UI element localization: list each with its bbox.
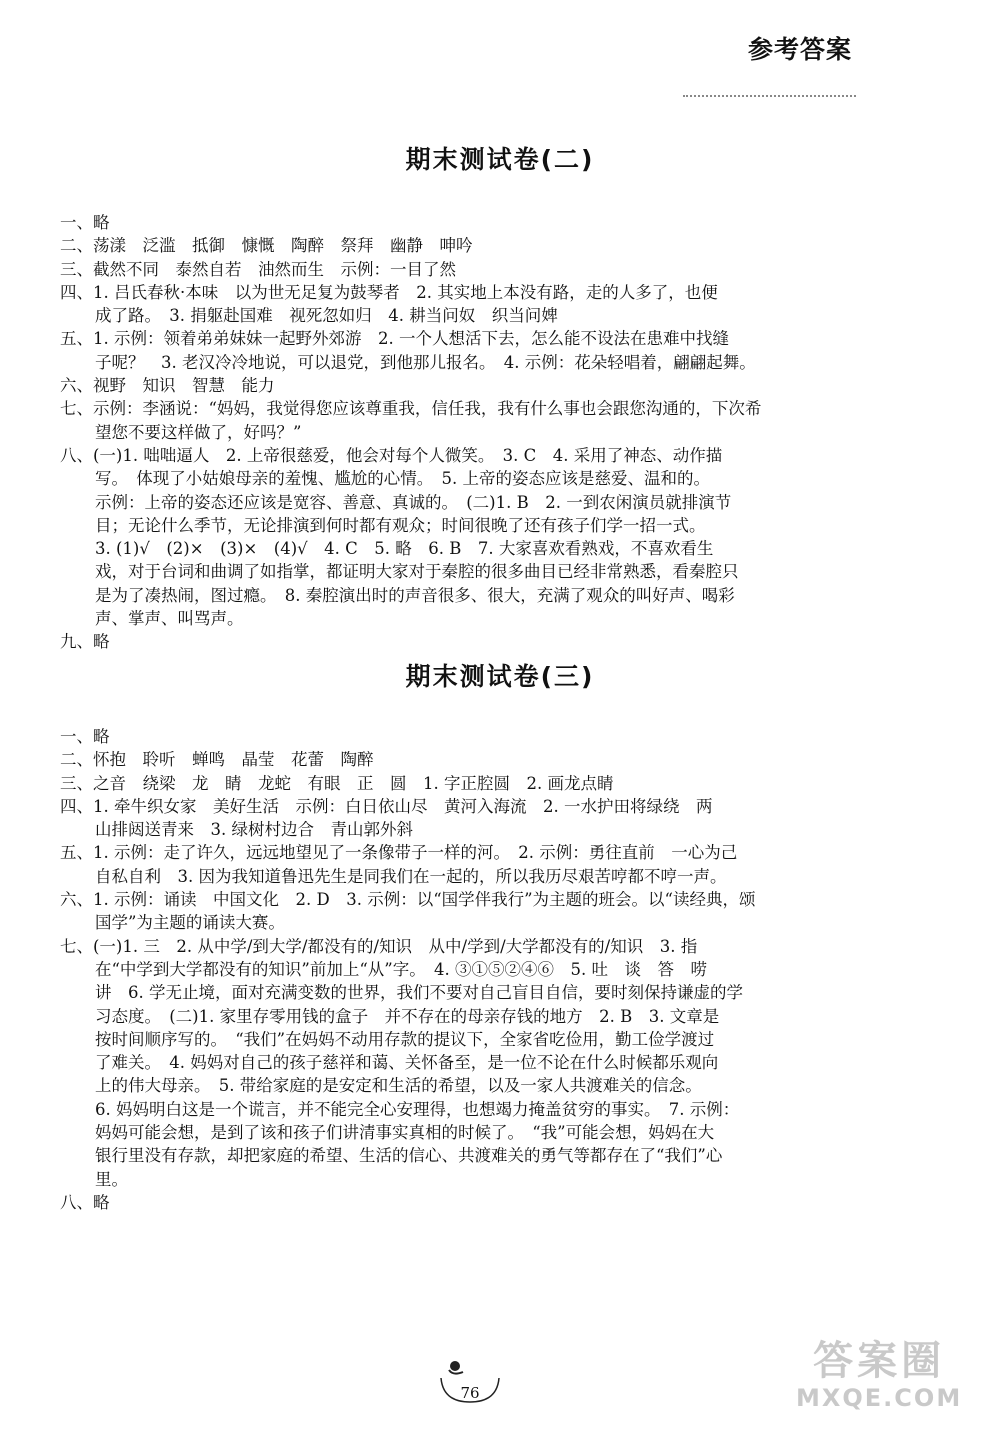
answers-block-3	[60, 725, 940, 1214]
answer-line: 3. (1)√ (2)× (3)× (4)√ 4. C 5. 略 6. B 7. 大家喜欢看熟戏，不喜欢看生	[95, 539, 714, 559]
answer-line: 上的伟大母亲。 5. 带给家庭的是安定和生活的希望，以及一家人共渡难关的信念。	[95, 1076, 702, 1096]
answer-line: 四、1. 吕氏春秋·本味 以为世无足复为鼓琴者 2. 其实地上本没有路，走的人多了，也便	[60, 282, 718, 302]
answer-line: 二、怀抱 聆听 蝉鸣 晶莹 花蕾 陶醉	[60, 750, 374, 770]
answer-line: 在“中学到大学都没有的知识”前加上“从”字。 4. ③①⑤②④⑥ 5. 吐 谈 答 唠	[95, 959, 707, 979]
answer-line: 六、视野 知识 智慧 能力	[60, 376, 275, 396]
answer-line: 四、1. 牵牛织女家 美好生活 示例：白日依山尽 黄河入海流 2. 一水护田将绿绕 两	[60, 796, 713, 816]
answer-line: 按时间顺序写的。 “我们”在妈妈不动用存款的提议下，全家省吃俭用，勤工俭学渡过	[95, 1029, 715, 1049]
answer-line: 八、(一)1. 咄咄逼人 2. 上帝很慈爱，他会对每个人微笑。 3. C 4. 采用了神态、动作描	[60, 445, 723, 465]
answer-line: 戏，对于台词和曲调了如指掌，都证明大家对于秦腔的很多曲目已经非常熟悉，看秦腔只	[95, 562, 739, 582]
answer-line: 一、略	[60, 727, 110, 746]
answer-line: 二、荡漾 泛滥 抵御 慷慨 陶醉 祭拜 幽静 呻吟	[60, 236, 473, 256]
answer-line: 三、截然不同 泰然自若 油然而生 示例：一目了然	[60, 259, 456, 279]
answer-line: 妈妈可能会想，是到了该和孩子们讲清事实真相的时候了。 “我”可能会想，妈妈在大	[95, 1123, 715, 1143]
answer-line: 五、1. 示例：领着弟弟妹妹一起野外郊游 2. 一个人想活下去，怎么能不设法在患难中找缝	[60, 329, 729, 349]
watermark-bottom: MXQE.COM	[796, 1384, 963, 1412]
answer-line: 成了路。 3. 捐躯赴国难 视死忽如归 4. 耕当问奴 织当问婢	[95, 306, 558, 326]
section-title-3: 期末测试卷(三)	[405, 662, 595, 691]
answer-line: 国学”为主题的诵读大赛。	[95, 913, 285, 933]
answer-line: 五、1. 示例：走了许久，远远地望见了一条像带子一样的河。 2. 示例：勇往直前 一心为己	[60, 843, 738, 863]
answer-line: 七、(一)1. 三 2. 从中学/到大学/都没有的/知识 从中/学到/大学都没有的/知识 3. 指	[60, 936, 698, 956]
answer-line: 目；无论什么季节，无论排演到何时都有观众；时间很晚了还有孩子们学一招一式。	[95, 515, 706, 535]
watermark	[796, 1338, 962, 1412]
answer-line: 六、1. 示例：诵读 中国文化 2. D 3. 示例：以“国学伴我行”为主题的班会。以“读经典，颂	[60, 890, 756, 910]
answer-line: 三、之音 绕梁 龙 睛 龙蛇 有眼 正 圆 1. 字正腔圆 2. 画龙点睛	[60, 773, 614, 793]
answer-line: 自私自利 3. 因为我知道鲁迅先生是同我们在一起的，所以我历尽艰苦哼都不哼一声。	[95, 866, 727, 886]
answer-line: 是为了凑热闹，图过瘾。 8. 秦腔演出时的声音很多、很大，充满了观众的叫好声、喝彩	[95, 585, 735, 605]
answer-line: 了难关。 4. 妈妈对自己的孩子慈祥和蔼、关怀备至，是一位不论在什么时候都乐观向	[95, 1053, 719, 1073]
header-label: 参考答案	[748, 35, 853, 64]
answer-line: 示例：上帝的姿态还应该是宽容、善意、真诚的。 (二)1. B 2. 一到农闲演员就排演节	[95, 492, 732, 512]
answer-line: 八、略	[60, 1192, 110, 1212]
answer-line: 七、示例：李涵说：“妈妈，我觉得您应该尊重我，信任我，我有什么事也会跟您沟通的，下次希	[60, 399, 762, 419]
answer-line: 一、略	[60, 213, 110, 232]
answer-line: 讲 6. 学无止境，面对充满变数的世界，我们不要对自己盲目自信，要时刻保持谦虚的学	[95, 983, 743, 1003]
answer-line: 望您不要这样做了，好吗？”	[95, 422, 302, 442]
answer-line: 6. 妈妈明白这是一个谎言，并不能完全心安理得，也想竭力掩盖贫穷的事实。 7. 示例：	[95, 1099, 740, 1119]
answer-line: 九、略	[60, 632, 110, 652]
answer-line: 写。 体现了小姑娘母亲的羞愧、尴尬的心情。 5. 上帝的姿态应该是慈爱、温和的。	[95, 469, 710, 489]
answers-block-2	[60, 211, 940, 654]
answer-line: 山排闼送青来 3. 绿树村边合 青山郭外斜	[95, 820, 413, 840]
header-rule	[683, 95, 856, 97]
answer-line: 银行里没有存款，却把家庭的希望、生活的信心、共渡难关的勇气等都存在了“我们”心	[95, 1146, 723, 1166]
answer-line: 里。	[95, 1169, 128, 1189]
answer-line: 习态度。 (二)1. 家里存零用钱的盒子 并不存在的母亲存钱的地方 2. B 3. 文章是	[95, 1006, 720, 1026]
section-title-2: 期末测试卷(二)	[405, 145, 595, 174]
watermark-top: 答案圈	[813, 1338, 946, 1384]
page-number: 76	[460, 1384, 480, 1402]
answer-line: 子呢？ 3. 老汉冷冷地说，可以退党，到他那儿报名。 4. 示例：花朵轻唱着，翩翩起舞。	[95, 352, 756, 372]
answer-line: 声、掌声、叫骂声。	[95, 609, 244, 629]
